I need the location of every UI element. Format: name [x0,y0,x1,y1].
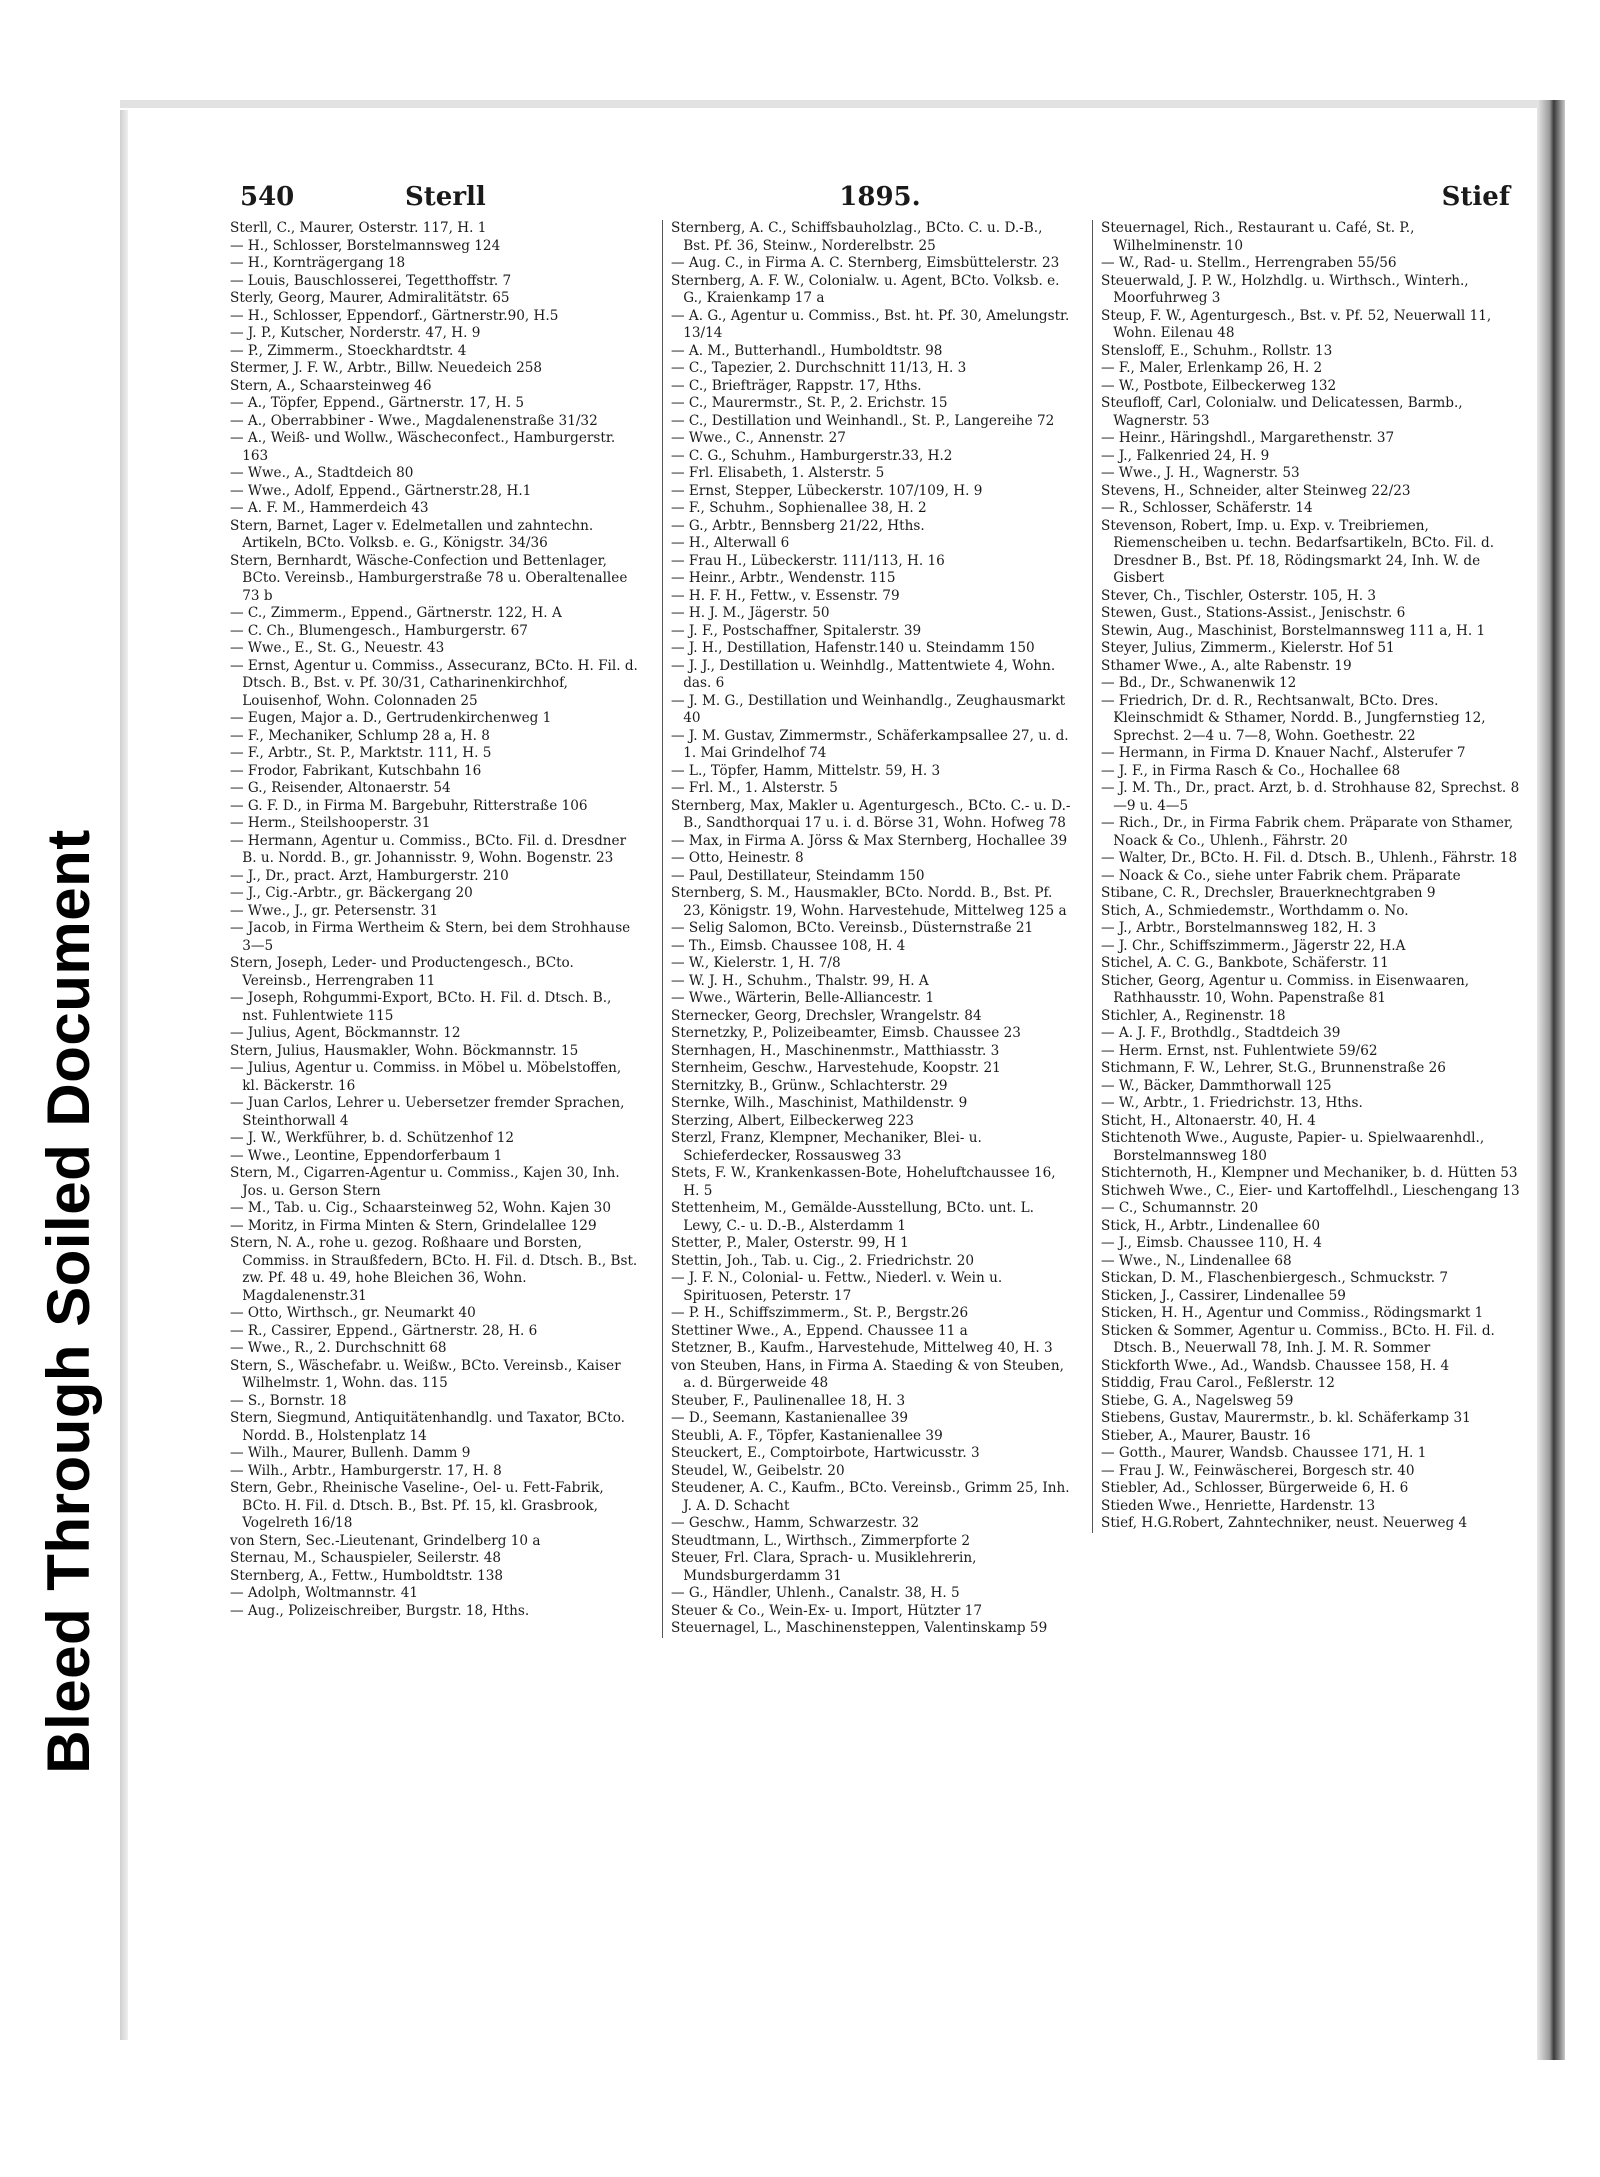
directory-entry: — Wilh., Arbtr., Hamburgerstr. 17, H. 8 [230,1462,502,1479]
directory-entry: — Julius, Agentur u. Commiss. in Möbel u. Möbelstoffen, kl. Bäckerstr. 16 [230,1060,622,1094]
directory-entry: — A. G., Agentur u. Commiss., Bst. ht. Pf. 30, Amelungstr. 13/14 [671,307,1070,341]
directory-entry: Stieber, A., Maurer, Baustr. 16 [1101,1427,1311,1444]
directory-entry: — Bd., Dr., Schwanenwik 12 [1101,675,1297,691]
directory-entry: — J. F., Postschaffner, Spitalerstr. 39 [671,622,922,639]
running-head [230,180,1530,216]
directory-entry: — C. Ch., Blumengesch., Hamburgerstr. 67 [230,622,528,639]
directory-entry: — Aug., Polizeischreiber, Burgstr. 18, Hths. [230,1602,530,1619]
directory-entry: Steuer, Frl. Clara, Sprach- u. Musiklehrerin, Mundsburgerdamm 31 [671,1550,977,1584]
directory-entry: — G., Händler, Uhlenh., Canalstr. 38, H. 5 [671,1585,960,1601]
directory-entry: — P., Zimmerm., Stoeckhardtstr. 4 [230,342,467,359]
directory-entry: Stiddig, Frau Carol., Feßlerstr. 12 [1101,1375,1335,1391]
directory-entry: Stichel, A. C. G., Bankbote, Schäferstr. 11 [1101,955,1389,971]
directory-entry: — G., Arbtr., Bennsberg 21/22, Hths. [671,517,925,534]
directory-entry: — G. F. D., in Firma M. Bargebuhr, Ritterstraße 106 [230,797,588,814]
directory-entry: — P. H., Schiffszimmerm., St. P., Bergstr.26 [671,1305,969,1321]
directory-entry: Stickan, D. M., Flaschenbiergesch., Schmuckstr. 7 [1101,1270,1448,1286]
directory-entry: — H. F. H., Fettw., v. Essenstr. 79 [671,587,900,604]
directory-entry: — Otto, Wirthsch., gr. Neumarkt 40 [230,1305,476,1321]
directory-entry: Stern, Joseph, Leder- und Productengesch., BCto. Vereinsb., Herrengraben 11 [230,955,574,989]
directory-entry: Sternitzky, B., Grünw., Schlachterstr. 29 [671,1077,948,1094]
directory-entry: Stevenson, Robert, Imp. u. Exp. v. Treibriemen, Riemenscheiben u. techn. Bedarfsartikeln, BCto. Fil. d. Dresdner B., Bst. Pf. 18, Rödingsmarkt 24, Inh. W. de Gisbert [1101,517,1495,586]
directory-entry: Sternberg, A. F. W., Colonialw. u. Agent, BCto. Volksb. e. G., Kraienkamp 17 a [671,272,1060,306]
directory-entry: Stern, Gebr., Rheinische Vaseline-, Oel- u. Fett-Fabrik, BCto. H. Fil. d. Dtsch. B., Bst. Pf. 15, kl. Grasbrook, Vogelreth 16/18 [230,1480,604,1531]
directory-entry: Sternau, M., Schauspieler, Seilerstr. 48 [230,1550,502,1566]
directory-entry: — H., Kornträgergang 18 [230,255,406,271]
directory-entry: Stewen, Gust., Stations-Assist., Jenischstr. 6 [1101,605,1406,621]
directory-entry: Stever, Ch., Tischler, Osterstr. 105, H. 3 [1101,587,1377,604]
directory-entry: — J. M. Gustav, Zimmermstr., Schäferkampsallee 27, u. d. 1. Mai Grindelhof 74 [671,727,1069,761]
directory-entry: — C., Maurermstr., St. P., 2. Erichstr. 15 [671,395,948,411]
directory-entry: — J. Chr., Schiffszimmerm., Jägerstr 22, H.A [1101,937,1406,954]
directory-entry: — Frl. Elisabeth, 1. Alsterstr. 5 [671,465,885,481]
directory-entry: — Julius, Agent, Böckmannstr. 12 [230,1025,461,1041]
directory-entry: Steubli, A. F., Töpfer, Kastanienallee 39 [671,1427,943,1444]
directory-entry: — L., Töpfer, Hamm, Mittelstr. 59, H. 3 [671,762,941,779]
directory-entry: Stief, H.G.Robert, Zahntechniker, neust. Neuerweg 4 [1101,1515,1468,1531]
directory-entry: Sternberg, Max, Makler u. Agenturgesch., BCto. C.- u. D.-B., Sandthorquai 17 u. i. d. Börse 31, Wohn. Hofweg 78 [671,797,1071,831]
directory-entry: — J., Dr., pract. Arzt, Hamburgerstr. 210 [230,867,509,884]
directory-entry: Stichtenoth Wwe., Auguste, Papier- u. Spielwaarenhdl., Borstelmannsweg 180 [1101,1130,1485,1164]
directory-entry: — Th., Eimsb. Chaussee 108, H. 4 [671,937,906,954]
directory-entry: — F., Mechaniker, Schlump 28 a, H. 8 [230,727,490,744]
directory-entry: — Moritz, in Firma Minten & Stern, Grindelallee 129 [230,1217,597,1234]
directory-entry: — W., Postbote, Eilbeckerweg 132 [1101,377,1337,394]
directory-entry: — A. M., Butterhandl., Humboldtstr. 98 [671,342,943,359]
directory-entry: Steuernagel, Rich., Restaurant u. Café, St. P., Wilhelminenstr. 10 [1101,220,1415,254]
directory-entry: — Paul, Destillateur, Steindamm 150 [671,867,925,884]
directory-entry: — Wwe., Wärterin, Belle-Alliancestr. 1 [671,990,935,1006]
directory-entry: Sterzl, Franz, Klempner, Mechaniker, Blei- u. Schieferdecker, Rossausweg 33 [671,1130,982,1164]
directory-entry: Stetzner, B., Kaufm., Harvestehude, Mittelweg 40, H. 3 [671,1340,1053,1356]
directory-entry: Sternberg, S. M., Hausmakler, BCto. Nordd. B., Bst. Pf. 23, Königstr. 19, Wohn. Harvestehude, Mittelweg 125 a [671,885,1067,919]
directory-entry: Stern, Bernhardt, Wäsche-Confection und Bettenlager, BCto. Vereinsb., Hamburgerstraße 78 u. Oberaltenallee 73 b [230,552,628,604]
directory-entry: — C., Destillation und Weinhandl., St. P., Langereihe 72 [671,412,1055,429]
directory-entry: — J. M. G., Destillation und Weinhandlg., Zeughausmarkt 40 [671,692,1066,726]
directory-entry: Stern, Siegmund, Antiquitätenhandlg. und Taxator, BCto. Nordd. B., Holstenplatz 14 [230,1410,625,1444]
directory-entry: Stensloff, E., Schuhm., Rollstr. 13 [1101,342,1333,359]
directory-entry: — Hermann, Agentur u. Commiss., BCto. Fil. d. Dresdner B. u. Nordd. B., gr. Johannisstr. 9, Wohn. Bogenstr. 23 [230,832,627,866]
directory-entry: — Geschw., Hamm, Schwarzestr. 32 [671,1515,920,1531]
directory-entry: Steup, F. W., Agenturgesch., Bst. v. Pf. 52, Neuerwall 11, Wohn. Eilenau 48 [1101,307,1492,341]
directory-entry: Steudener, A. C., Kaufm., BCto. Vereinsb., Grimm 25, Inh. J. A. D. Schacht [671,1480,1070,1514]
directory-entry: — Noack & Co., siehe unter Fabrik chem. Präparate [1101,867,1461,884]
directory-entry: Stettin, Joh., Tab. u. Cig., 2. Friedrichstr. 20 [671,1252,975,1269]
directory-entry: — H., Schlosser, Borstelmannsweg 124 [230,237,501,254]
column-right [1092,220,1521,1533]
directory-entry: — Herm., Steilshooperstr. 31 [230,815,431,831]
directory-entry: — J. P., Kutscher, Norderstr. 47, H. 9 [230,325,481,341]
directory-entry: — M., Tab. u. Cig., Schaarsteinweg 52, Wohn. Kajen 30 [230,1200,611,1216]
directory-entry: — H., Alterwall 6 [671,535,790,551]
directory-entry: — F., Schuhm., Sophienallee 38, H. 2 [671,500,927,516]
directory-entry: — Hermann, in Firma D. Knauer Nachf., Alsterufer 7 [1101,745,1466,761]
directory-entry: — F., Arbtr., St. P., Marktstr. 111, H. 5 [230,745,492,761]
directory-entry: — C., Zimmerm., Eppend., Gärtnerstr. 122, H. A [230,605,562,621]
directory-entry: — F., Maler, Erlenkamp 26, H. 2 [1101,360,1323,376]
directory-entry: Steyer, Julius, Zimmerm., Kielerstr. Hof 51 [1101,640,1395,656]
directory-entry: — Walter, Dr., BCto. H. Fil. d. Dtsch. B., Uhlenh., Fährstr. 18 [1101,850,1518,866]
directory-entry: Stiebens, Gustav, Maurermstr., b. kl. Schäferkamp 31 [1101,1410,1471,1426]
directory-entry: Steuernagel, L., Maschinensteppen, Valentinskamp 59 [671,1620,1048,1636]
directory-entry: — Wwe., A., Stadtdeich 80 [230,465,414,481]
directory-entry: Stets, F. W., Krankenkassen-Bote, Hoheluftchaussee 16, H. 5 [671,1165,1056,1199]
directory-entry: Steufloff, Carl, Colonialw. und Delicatessen, Barmb., Wagnerstr. 53 [1101,395,1463,429]
directory-entry: Sternheim, Geschw., Harvestehude, Koopstr. 21 [671,1060,1001,1076]
directory-entry: — A., Töpfer, Eppend., Gärtnerstr. 17, H. 5 [230,395,525,411]
directory-entry: Stern, Barnet, Lager v. Edelmetallen und zahntechn. Artikeln, BCto. Volksb. e. G., Königstr. 34/36 [230,517,594,551]
directory-entry: — Joseph, Rohgummi-Export, BCto. H. Fil. d. Dtsch. B., nst. Fuhlentwiete 115 [230,990,612,1024]
directory-entry: Stewin, Aug., Maschinist, Borstelmannsweg 111 a, H. 1 [1101,622,1486,639]
year-heading: 1895. [839,182,921,212]
bleed-through-stamp [8,786,128,1816]
directory-entry: Steuer & Co., Wein-Ex- u. Import, Hützter 17 [671,1602,983,1619]
directory-entry: — J., Eimsb. Chaussee 110, H. 4 [1101,1235,1322,1251]
directory-entry: Stettenheim, M., Gemälde-Ausstellung, BCto. unt. L. Lewy, C.- u. D.-B., Alsterdamm 1 [671,1200,1034,1234]
left-headword: Sterll [405,182,486,212]
directory-entry: Stick, H., Arbtr., Lindenallee 60 [1101,1217,1321,1234]
directory-entry: Sternberg, A., Fettw., Humboldtstr. 138 [230,1567,504,1584]
directory-entry: — J. H., Destillation, Hafenstr.140 u. Steindamm 150 [671,640,1035,656]
directory-entry: — Gotth., Maurer, Wandsb. Chaussee 171, H. 1 [1101,1445,1427,1461]
directory-entry: — Otto, Heinestr. 8 [671,850,804,866]
directory-entry: Sterly, Georg, Maurer, Admiralitätstr. 65 [230,290,510,306]
directory-entry: — A. F. M., Hammerdeich 43 [230,500,429,516]
directory-entry: — C. G., Schuhm., Hamburgerstr.33, H.2 [671,447,953,464]
directory-entry: — A., Weiß- und Wollw., Wäscheconfect., Hamburgerstr. 163 [230,430,616,464]
directory-entry: — Louis, Bauschlosserei, Tegetthoffstr. 7 [230,272,512,289]
directory-entry: Stich, A., Schmiedemstr., Worthdamm o. No. [1101,902,1409,919]
page-number: 540 [240,182,295,212]
directory-entry: Sternberg, A. C., Schiffsbauholzlag., BCto. C. u. D.-B., Bst. Pf. 36, Steinw., Norderelbstr. 25 [671,220,1043,254]
directory-entry: — D., Seemann, Kastanienallee 39 [671,1410,909,1426]
directory-entry: Sticken, J., Cassirer, Lindenallee 59 [1101,1287,1346,1304]
directory-entry: Stern, A., Schaarsteinweg 46 [230,377,432,394]
directory-entry: — C., Briefträger, Rappstr. 17, Hths. [671,377,922,394]
directory-entry: — H., Schlosser, Eppendorf., Gärtnerstr.90, H.5 [230,307,559,324]
directory-entry: Steudtmann, L., Wirthsch., Zimmerpforte 2 [671,1532,970,1549]
directory-entry: Steudel, W., Geibelstr. 20 [671,1462,845,1479]
right-headword: Stief [1441,182,1510,212]
directory-entry: — Eugen, Major a. D., Gertrudenkirchenweg 1 [230,710,552,726]
directory-entry: — Wilh., Maurer, Bullenh. Damm 9 [230,1445,471,1461]
directory-entry: — A. J. F., Brothdlg., Stadtdeich 39 [1101,1025,1341,1041]
directory-entry: Stermer, J. F. W., Arbtr., Billw. Neuedeich 258 [230,360,543,376]
directory-entry: — R., Cassirer, Eppend., Gärtnerstr. 28, H. 6 [230,1322,538,1339]
directory-entry: Stern, S., Wäschefabr. u. Weißw., BCto. Vereinsb., Kaiser Wilhelmstr. 1, Wohn. das. 115 [230,1357,621,1391]
directory-entry: Stickforth Wwe., Ad., Wandsb. Chaussee 158, H. 4 [1101,1357,1450,1374]
column-middle [662,220,1071,1638]
directory-entry: von Steuben, Hans, in Firma A. Staeding & von Steuben, a. d. Bürgerweide 48 [671,1357,1064,1391]
directory-entry: Sternecker, Georg, Drechsler, Wrangelstr. 84 [671,1007,982,1024]
scan-edge-top [120,100,1540,108]
directory-entry: Stern, N. A., rohe u. gezog. Roßhaare und Borsten, Commiss. in Straußfedern, BCto. H. Fil. d. Dtsch. B., Bst. zw. Pf. 48 u. 49, hohe Bleichen 36, Wohn. Magdalenenstr.31 [230,1235,638,1304]
directory-entry: — Adolph, Woltmannstr. 41 [230,1585,418,1601]
directory-entry: — J. M. Th., Dr., pract. Arzt, b. d. Strohhause 82, Sprechst. 8—9 u. 4—5 [1101,780,1520,814]
directory-entry: — J., Falkenried 24, H. 9 [1101,447,1270,464]
directory-entry: — H. J. M., Jägerstr. 50 [671,605,830,621]
directory-entry: Sticher, Georg, Agentur u. Commiss. in Eisenwaaren, Rathhausstr. 10, Wohn. Papenstraße 81 [1101,972,1470,1006]
directory-entry: — W., Kielerstr. 1, H. 7/8 [671,955,841,971]
directory-entry: Sternke, Wilh., Maschinist, Mathildenstr. 9 [671,1095,968,1111]
directory-entry: Stettiner Wwe., A., Eppend. Chaussee 11 a [671,1322,968,1339]
directory-entry: Stieden Wwe., Henriette, Hardenstr. 13 [1101,1497,1376,1514]
directory-entry: — W., Bäcker, Dammthorwall 125 [1101,1077,1332,1094]
directory-entry: Stichler, A., Reginenstr. 18 [1101,1007,1286,1024]
directory-entry: Stichweh Wwe., C., Eier- und Kartoffelhdl., Lieschengang 13 [1101,1182,1520,1199]
directory-entry: — Wwe., C., Annenstr. 27 [671,430,846,446]
directory-entry: — J., Arbtr., Borstelmannsweg 182, H. 3 [1101,920,1377,936]
directory-entry: — Frl. M., 1. Alsterstr. 5 [671,780,838,796]
directory-entry: — Heinr., Häringshdl., Margarethenstr. 37 [1101,430,1395,446]
directory-entry: Sternetzky, P., Polizeibeamter, Eimsb. Chaussee 23 [671,1025,1021,1041]
directory-entry: — W., Arbtr., 1. Friedrichstr. 13, Hths. [1101,1095,1363,1111]
directory-entry: Steuckert, E., Comptoirbote, Hartwicusstr. 3 [671,1445,980,1461]
directory-entry: — Frau J. W., Feinwäscherei, Borgesch str. 40 [1101,1462,1415,1479]
directory-entry: — G., Reisender, Altonaerstr. 54 [230,780,451,796]
directory-entry: — Max, in Firma A. Jörss & Max Sternberg, Hochallee 39 [671,832,1068,849]
directory-entry: Sterll, C., Maurer, Osterstr. 117, H. 1 [230,220,487,236]
directory-entry: Stiebler, Ad., Schlosser, Bürgerweide 6, H. 6 [1101,1480,1409,1496]
directory-entry: Sticht, H., Altonaerstr. 40, H. 4 [1101,1112,1316,1129]
directory-entry: — J. F. N., Colonial- u. Fettw., Niederl. v. Wein u. Spirituosen, Peterstr. 17 [671,1270,1003,1304]
directory-entry: — W. J. H., Schuhm., Thalstr. 99, H. A [671,972,929,989]
directory-entry: — Ernst, Agentur u. Commiss., Assecuranz, BCto. H. Fil. d. Dtsch. B., Bst. v. Pf. 30/31, Catharinenkirchhof, Louisenhof, Wohn. Colonnaden 25 [230,657,638,709]
directory-entry: Sternhagen, H., Maschinenmstr., Matthiasstr. 3 [671,1042,1000,1059]
directory-entry: von Stern, Sec.-Lieutenant, Grindelberg 10 a [230,1532,541,1549]
directory-entry: — Wwe., N., Lindenallee 68 [1101,1252,1292,1269]
directory-entry: Stiebe, G. A., Nagelsweg 59 [1101,1392,1294,1409]
directory-entry: Steuerwald, J. P. W., Holzhdlg. u. Wirthsch., Winterh., Moorfuhrweg 3 [1101,272,1469,306]
directory-entry: — Wwe., Adolf, Eppend., Gärtnerstr.28, H.1 [230,482,532,499]
directory-entry: Stevens, H., Schneider, alter Steinweg 22/23 [1101,482,1411,499]
directory-entry: — J. W., Werkführer, b. d. Schützenhof 12 [230,1130,515,1146]
directory-entry: Steuber, F., Paulinenallee 18, H. 3 [671,1392,906,1409]
directory-entry: Stichmann, F. W., Lehrer, St.G., Brunnenstraße 26 [1101,1060,1446,1076]
directory-entry: — A., Oberrabbiner - Wwe., Magdalenenstraße 31/32 [230,412,598,429]
directory-entry: Sterzing, Albert, Eilbeckerweg 223 [671,1112,914,1129]
directory-entry: — Aug. C., in Firma A. C. Sternberg, Eimsbüttelerstr. 23 [671,255,1060,271]
directory-entry: — R., Schlosser, Schäferstr. 14 [1101,500,1313,516]
scan-edge-right [1537,100,1565,2060]
directory-entry: — Wwe., R., 2. Durchschnitt 68 [230,1340,447,1356]
directory-entry: — S., Bornstr. 18 [230,1392,347,1409]
directory-page [230,180,1530,2010]
directory-entry: — Wwe., E., St. G., Neuestr. 43 [230,640,445,656]
directory-entry: — W., Rad- u. Stellm., Herrengraben 55/56 [1101,255,1397,271]
directory-entry: — Rich., Dr., in Firma Fabrik chem. Präparate von Sthamer, Noack & Co., Uhlenh., Fährstr. 20 [1101,815,1514,849]
directory-entry: — Wwe., J., gr. Petersenstr. 31 [230,902,438,919]
directory-entry: — Selig Salomon, BCto. Vereinsb., Düsternstraße 21 [671,920,1034,936]
directory-entry: Stichternoth, H., Klempner und Mechaniker, b. d. Hütten 53 [1101,1165,1518,1181]
directory-entry: — C., Tapezier, 2. Durchschnitt 11/13, H. 3 [671,360,967,376]
directory-entry: Stern, M., Cigarren-Agentur u. Commiss., Kajen 30, Inh. Jos. u. Gerson Stern [230,1165,620,1199]
directory-entry: — J. F., in Firma Rasch & Co., Hochallee 68 [1101,762,1401,779]
directory-entry: — Frodor, Fabrikant, Kutschbahn 16 [230,762,482,779]
directory-entry: — Frau H., Lübeckerstr. 111/113, H. 16 [671,552,945,569]
directory-entry: Sticken, H. H., Agentur und Commiss., Rödingsmarkt 1 [1101,1305,1484,1321]
directory-entry: — Juan Carlos, Lehrer u. Uebersetzer fremder Sprachen, Steinthorwall 4 [230,1095,625,1129]
directory-entry: — Ernst, Stepper, Lübeckerstr. 107/109, H. 9 [671,482,983,499]
directory-entry: Stern, Julius, Hausmakler, Wohn. Böckmannstr. 15 [230,1042,579,1059]
directory-entry: Stibane, C. R., Drechsler, Brauerknechtgraben 9 [1101,885,1436,901]
column-left [230,220,640,1620]
directory-entry: — Heinr., Arbtr., Wendenstr. 115 [671,570,896,586]
directory-entry: — Wwe., J. H., Wagnerstr. 53 [1101,465,1300,481]
directory-entry: — Herm. Ernst, nst. Fuhlentwiete 59/62 [1101,1042,1378,1059]
directory-entry: — Wwe., Leontine, Eppendorferbaum 1 [230,1147,503,1164]
directory-entry: — C., Schumannstr. 20 [1101,1200,1259,1216]
directory-entry: Stetter, P., Maler, Osterstr. 99, H 1 [671,1235,909,1251]
stamp-text: Bleed Through Soiled Document [34,828,102,1774]
directory-entry: Sticken & Sommer, Agentur u. Commiss., BCto. H. Fil. d. Dtsch. B., Neuerwall 78, Inh. J. M. R. Sommer [1101,1322,1495,1356]
directory-entry: — J. J., Destillation u. Weinhdlg., Mattentwiete 4, Wohn. das. 6 [671,657,1056,691]
directory-entry: — Jacob, in Firma Wertheim & Stern, bei dem Strohhause 3—5 [230,920,631,954]
directory-entry: — J., Cig.-Arbtr., gr. Bäckergang 20 [230,885,473,901]
directory-entry: — Friedrich, Dr. d. R., Rechtsanwalt, BCto. Dres. Kleinschmidt & Sthamer, Nordd. B., Jungfernstieg 12, Sprechst. 2—4 u. 7—8, Wohn. Goethestr. 22 [1101,692,1486,744]
directory-entry: Sthamer Wwe., A., alte Rabenstr. 19 [1101,657,1352,674]
